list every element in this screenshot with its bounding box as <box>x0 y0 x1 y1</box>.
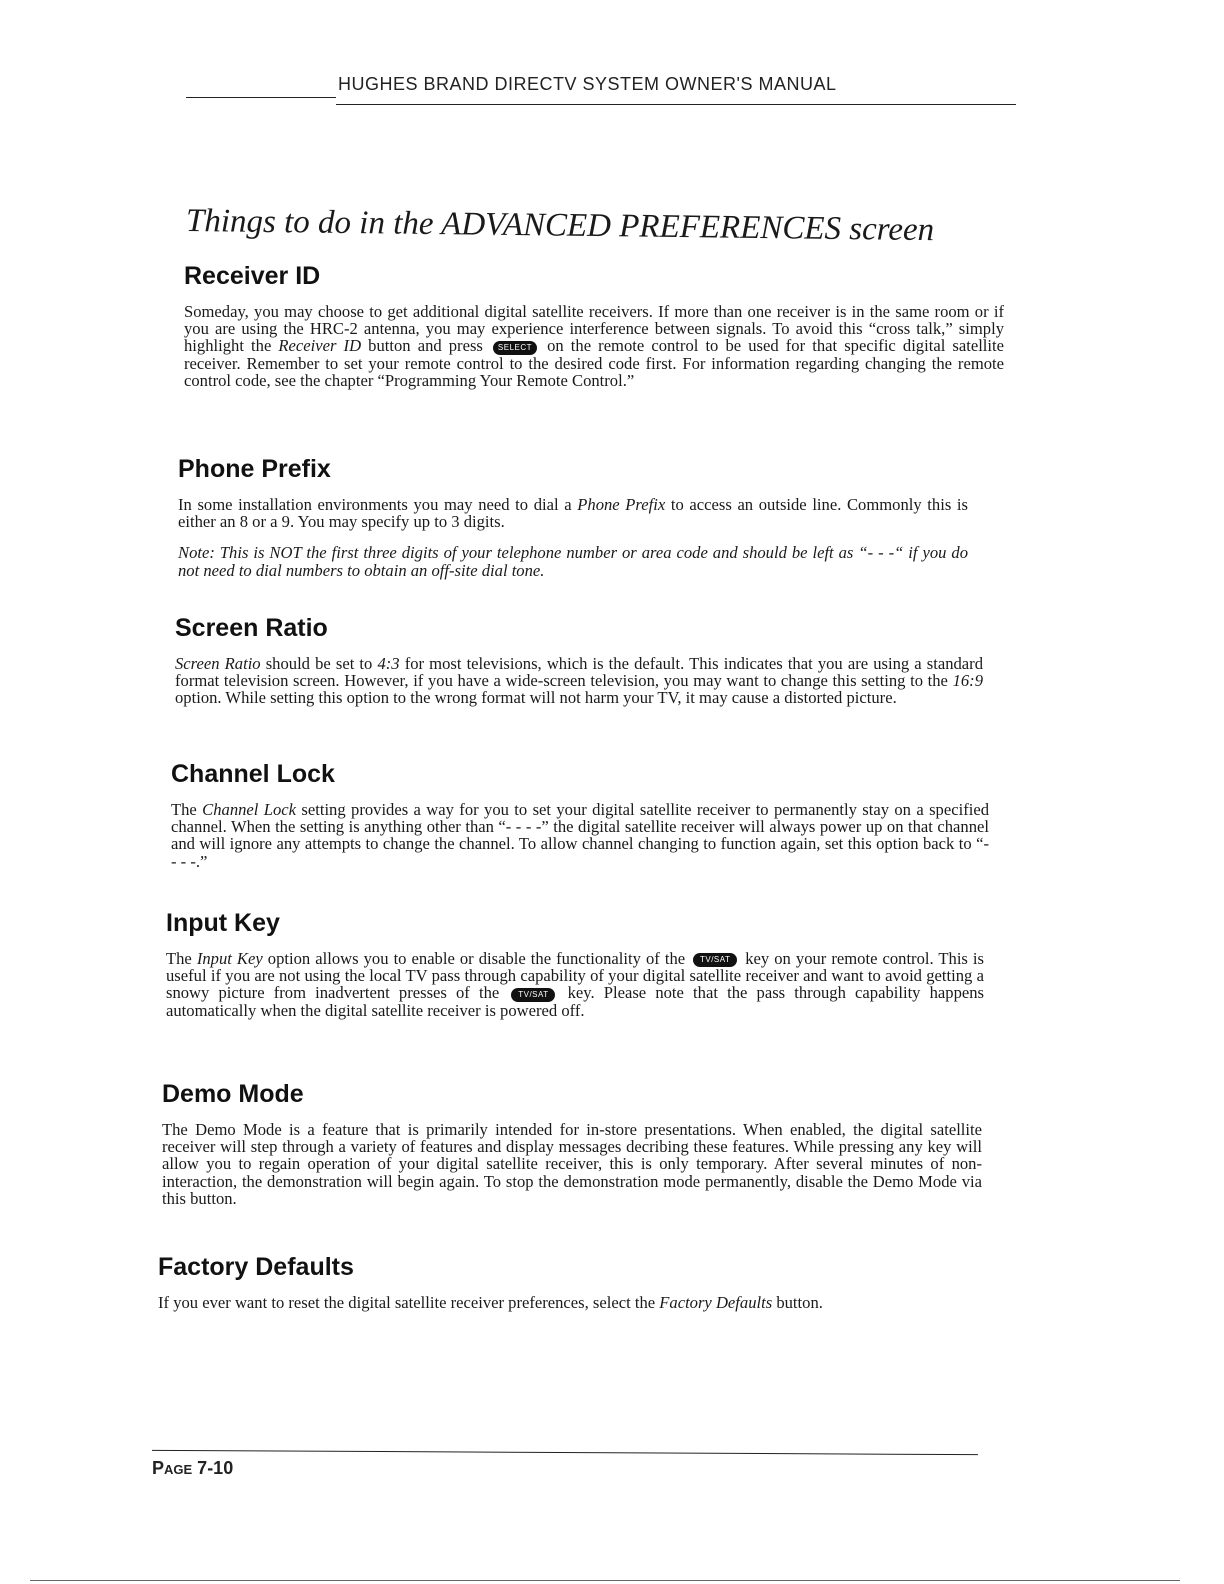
select-key-icon: SELECT <box>493 341 537 355</box>
term-factory-defaults: Factory Defaults <box>659 1293 773 1312</box>
section-factory-defaults <box>158 1253 968 1311</box>
body-demo-mode: The Demo Mode is a feature that is primarily intended for in-store presentations. When enabled, the digital satellite receiver will step through a variety of features and display messages decribing these features. While pressing any key will allow you to regain operation of your digital satellite receiver, this is only temporary. After several minutes of non-interaction, the demonstration will begin again. To stop the demonstration mode permanently, disable the Demo Mode via this button. <box>162 1120 982 1208</box>
scan-edge-rule <box>30 1580 1180 1581</box>
heading-screen-ratio: Screen Ratio <box>175 614 328 642</box>
text: key. Please note that the pass through capability happens automatically when the digital satellite receiver is powered off. <box>166 983 985 1020</box>
body-screen-ratio <box>175 655 983 707</box>
text: setting provides a way for you to set your digital satellite receiver to permanently stay on a specified channel. When the setting is anything other than “- - - -” the digital satellite receiver will always power up on that channel and will ignore any attempts to change the channel. To allow channel changing to function again, set this option back to “- - - -.” <box>171 800 989 871</box>
section-channel-lock <box>171 760 989 870</box>
term-phone-prefix: Phone Prefix <box>577 495 666 514</box>
body-factory-defaults <box>158 1294 968 1311</box>
term-4-3: 4:3 <box>377 654 400 673</box>
term-receiver-id: Receiver ID <box>278 336 362 356</box>
heading-receiver-id: Receiver ID <box>184 262 321 290</box>
heading-phone-prefix: Phone Prefix <box>178 455 331 483</box>
text: option. While setting this option to the wrong format will not harm your TV, it may cause a distorted picture. <box>175 688 897 708</box>
text: The <box>171 800 203 819</box>
text: should be set to <box>260 654 378 673</box>
footer-rule <box>152 1450 978 1455</box>
section-screen-ratio <box>175 614 983 707</box>
text: If you ever want to reset the digital satellite receiver preferences, select the <box>158 1293 660 1312</box>
note-phone-prefix: Note: This is NOT the first three digits of your telephone number or area code and should be left as “- - -“ if you do not need to dial numbers to obtain an off-site dial tone. <box>178 543 968 580</box>
body-receiver-id <box>184 303 1004 389</box>
page-number: Page 7-10 <box>152 1458 234 1478</box>
body-input-key <box>166 950 984 1019</box>
heading-input-key: Input Key <box>166 909 280 937</box>
term-input-key: Input Key <box>196 949 263 968</box>
body-phone-prefix <box>178 496 968 530</box>
text: option allows you to enable or disable the functionality of the <box>262 949 691 968</box>
text: to access an outside line. Commonly this is either an 8 or a 9. You may specify up to 3 digits. <box>178 495 968 532</box>
heading-demo-mode: Demo Mode <box>162 1080 304 1108</box>
section-demo-mode <box>162 1080 982 1207</box>
text: for most televisions, which is the default. This indicates that you are using a standard format television screen. However, if you have a wide-screen television, you may want to change this setting to the <box>175 654 983 691</box>
text: button and press <box>361 336 490 356</box>
text: button. <box>772 1293 823 1312</box>
running-head: HUGHES BRAND DIRECTV SYSTEM OWNER'S MANUAL <box>338 74 837 94</box>
term-screen-ratio: Screen Ratio <box>175 654 261 673</box>
section-receiver-id <box>184 262 1004 389</box>
page-title: Things to do in the ADVANCED PREFERENCES screen <box>185 203 935 249</box>
term-16-9: 16:9 <box>952 671 983 691</box>
text: Someday, you may choose to get additional digital satellite receivers. If more than one receiver is in the same room or if you are using the HRC-2 antenna, you may experience interference between signals. To avoid this “cross talk,” simply highlight the <box>184 302 1004 356</box>
text: on the remote control to be used for that specific digital satellite receiver. Remember to set your remote control to the desired code first. For information regarding changing the remote control code, see the chapter “Programming Your Remote Control.” <box>184 336 1005 390</box>
text: The <box>166 949 197 968</box>
text: key on your remote control. This is useful if you are not using the local TV pass through capability of your digital satellite receiver and want to avoid getting a snowy picture from inadvertent presses of the <box>166 949 985 1003</box>
body-channel-lock <box>171 801 989 870</box>
text: In some installation environments you may need to dial a <box>178 495 578 514</box>
heading-channel-lock: Channel Lock <box>171 760 335 788</box>
tv-sat-key-icon: TV/SAT <box>511 988 555 1002</box>
tv-sat-key-icon: TV/SAT <box>693 953 737 967</box>
header-rule-right <box>336 104 1016 105</box>
heading-factory-defaults: Factory Defaults <box>158 1253 354 1281</box>
header-rule-left <box>186 97 336 98</box>
section-input-key <box>166 909 984 1019</box>
term-channel-lock: Channel Lock <box>202 800 297 819</box>
section-phone-prefix <box>178 455 968 580</box>
